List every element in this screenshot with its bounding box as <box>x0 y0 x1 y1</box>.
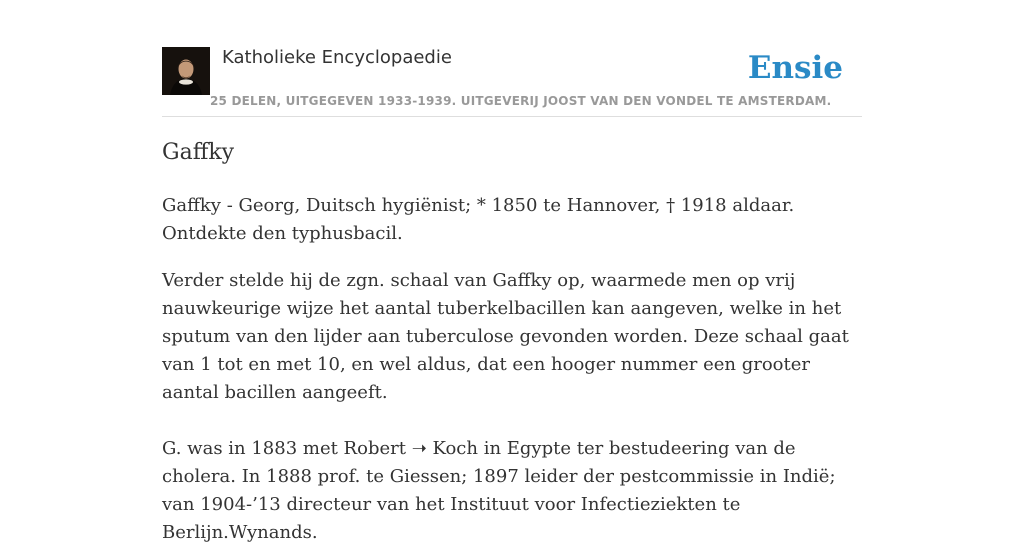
source-header <box>162 46 862 117</box>
source-title[interactable]: Katholieke Encyclopaedie <box>222 47 452 68</box>
cross-reference-link-koch[interactable]: ➝ Koch <box>411 438 478 459</box>
portrait-icon <box>162 47 210 95</box>
page-container <box>162 0 862 543</box>
article-title: Gaffky <box>162 140 235 165</box>
article-body <box>162 192 862 547</box>
ensie-logo[interactable]: Ensie <box>747 50 843 86</box>
article-paragraph <box>162 435 862 547</box>
source-avatar[interactable] <box>162 47 210 95</box>
paragraph-text: G. was in 1883 met Robert <box>162 438 412 459</box>
article-paragraph: Verder stelde hij de zgn. schaal van Gaffky op, waarmede men op vrij nauwkeurige wijze het aantal tuberkelbacillen kan aangeven, welke in het sputum van den lijder aan tuberculose gevonden worden. Deze schaal gaat van 1 tot en met 10, en wel aldus, dat een hooger nummer een grooter aantal bacillen aangeeft. <box>162 270 849 403</box>
article-paragraph: Gaffky - Georg, Duitsch hygiënist; * 1850 te Hannover, † 1918 aldaar. Ontdekte den typhusbacil. <box>162 195 795 244</box>
source-subtitle: 25 DELEN, UITGEGEVEN 1933-1939. UITGEVERIJ JOOST VAN DEN VONDEL TE AMSTERDAM. <box>210 94 832 108</box>
paragraph-text: in Egypte ter bestudeering van de cholera. In 1888 prof. te Giessen; 1897 leider der pestcommissie in Indië; van 1904-’13 directeur van het Instituut voor Infectieziekten te Berlijn.Wynands. <box>162 438 836 543</box>
